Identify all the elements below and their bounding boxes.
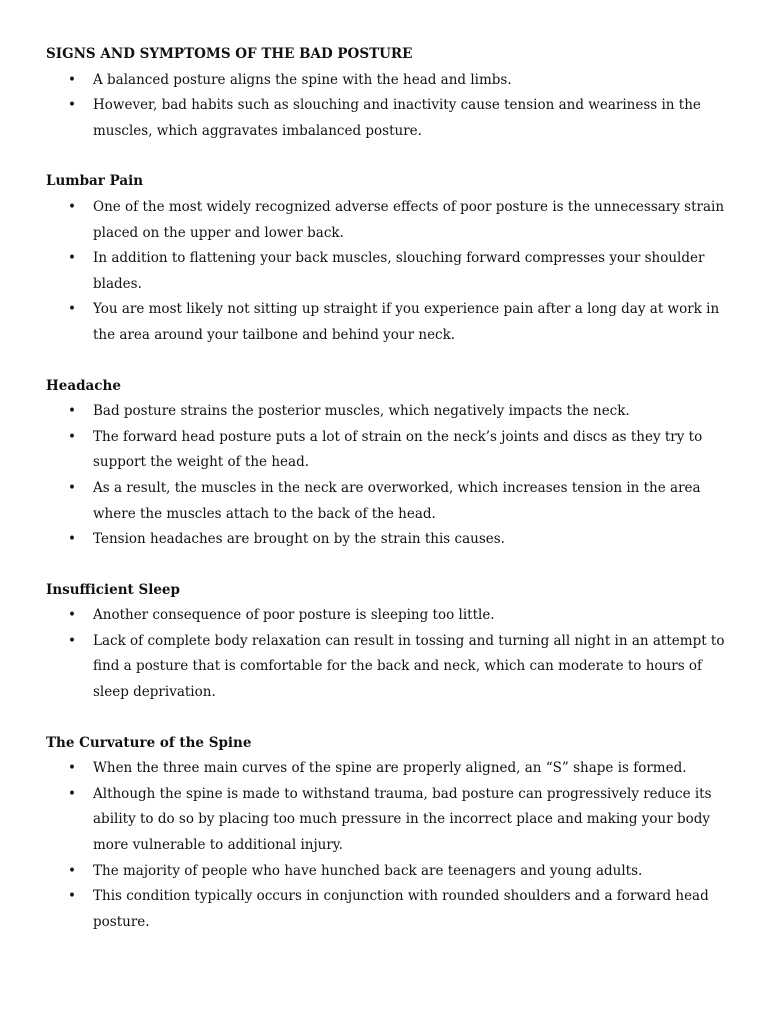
bullet-icon: • xyxy=(68,888,76,905)
bullet-icon: • xyxy=(68,862,76,879)
bullet-text: Although the spine is made to withstand trauma, bad posture can progressively reduce its ability to do so by placing too much pressure in the incorrect place and making your body more vulnerable to additional injury. xyxy=(93,785,712,854)
list-item xyxy=(46,476,728,527)
section-heading: Insufficient Sleep xyxy=(46,581,180,598)
list-item xyxy=(46,884,728,935)
bullet-icon: • xyxy=(68,428,76,445)
bullet-icon: • xyxy=(68,250,76,267)
bullet-text: The majority of people who have hunched back are teenagers and young adults. xyxy=(93,862,643,879)
section-curvature-spine xyxy=(46,731,728,936)
bullet-text: Another consequence of poor posture is sleeping too little. xyxy=(93,607,495,624)
bullet-text: Tension headaches are brought on by the strain this causes. xyxy=(93,531,505,548)
list-item xyxy=(46,527,728,553)
list-item xyxy=(46,603,728,629)
section-lumbar-pain xyxy=(46,169,728,348)
list-item xyxy=(46,195,728,246)
bullet-icon: • xyxy=(68,403,76,420)
section-heading: Headache xyxy=(46,377,121,394)
section-bad-posture xyxy=(46,42,728,144)
bullet-list xyxy=(46,195,728,349)
list-item xyxy=(46,425,728,476)
bullet-text: Bad posture strains the posterior muscles, which negatively impacts the neck. xyxy=(93,403,630,420)
bullet-icon: • xyxy=(68,607,76,624)
bullet-list xyxy=(46,68,728,145)
bullet-icon: • xyxy=(68,301,76,318)
bullet-icon: • xyxy=(68,632,76,649)
bullet-text: When the three main curves of the spine are properly aligned, an “S” shape is formed. xyxy=(93,760,687,777)
list-item xyxy=(46,246,728,297)
bullet-text: The forward head posture puts a lot of strain on the neck’s joints and discs as they try to support the weight of the head. xyxy=(93,428,703,471)
bullet-list xyxy=(46,756,728,935)
bullet-text: You are most likely not sitting up straight if you experience pain after a long day at work in the area around your tailbone and behind your neck. xyxy=(93,301,720,343)
list-item xyxy=(46,756,728,782)
bullet-text: In addition to flattening your back muscles, slouching forward compresses your shoulder blades. xyxy=(93,250,705,292)
bullet-list xyxy=(46,399,728,553)
bullet-text: This condition typically occurs in conjunction with rounded shoulders and a forward head posture. xyxy=(93,888,709,930)
section-insufficient-sleep xyxy=(46,578,728,706)
bullet-icon: • xyxy=(68,71,76,88)
list-item xyxy=(46,782,728,859)
bullet-icon: • xyxy=(68,531,76,548)
bullet-list xyxy=(46,603,728,705)
list-item xyxy=(46,68,728,94)
section-heading: The Curvature of the Spine xyxy=(46,734,252,751)
bullet-text: However, bad habits such as slouching and inactivity cause tension and weariness in the muscles, which aggravates imbalanced posture. xyxy=(93,97,701,139)
bullet-icon: • xyxy=(68,479,76,496)
bullet-text: A balanced posture aligns the spine with the head and limbs. xyxy=(93,71,512,88)
bullet-text: One of the most widely recognized adverse effects of poor posture is the unnecessary strain placed on the upper and lower back. xyxy=(93,198,725,241)
bullet-icon: • xyxy=(68,785,76,802)
section-heading: Lumbar Pain xyxy=(46,173,144,190)
bullet-text: As a result, the muscles in the neck are overworked, which increases tension in the area where the muscles attach to the back of the head. xyxy=(93,479,701,522)
section-headache xyxy=(46,374,728,553)
bullet-text: Lack of complete body relaxation can result in tossing and turning all night in an attempt to find a posture that is comfortable for the back and neck, which can moderate to hours of sleep deprivation. xyxy=(93,632,725,701)
section-heading: SIGNS AND SYMPTOMS OF THE BAD POSTURE xyxy=(46,46,413,62)
bullet-icon: • xyxy=(68,97,76,114)
bullet-icon: • xyxy=(68,760,76,777)
list-item xyxy=(46,297,728,348)
list-item xyxy=(46,399,728,425)
list-item xyxy=(46,859,728,885)
list-item xyxy=(46,629,728,706)
list-item xyxy=(46,93,728,144)
bullet-icon: • xyxy=(68,198,76,215)
